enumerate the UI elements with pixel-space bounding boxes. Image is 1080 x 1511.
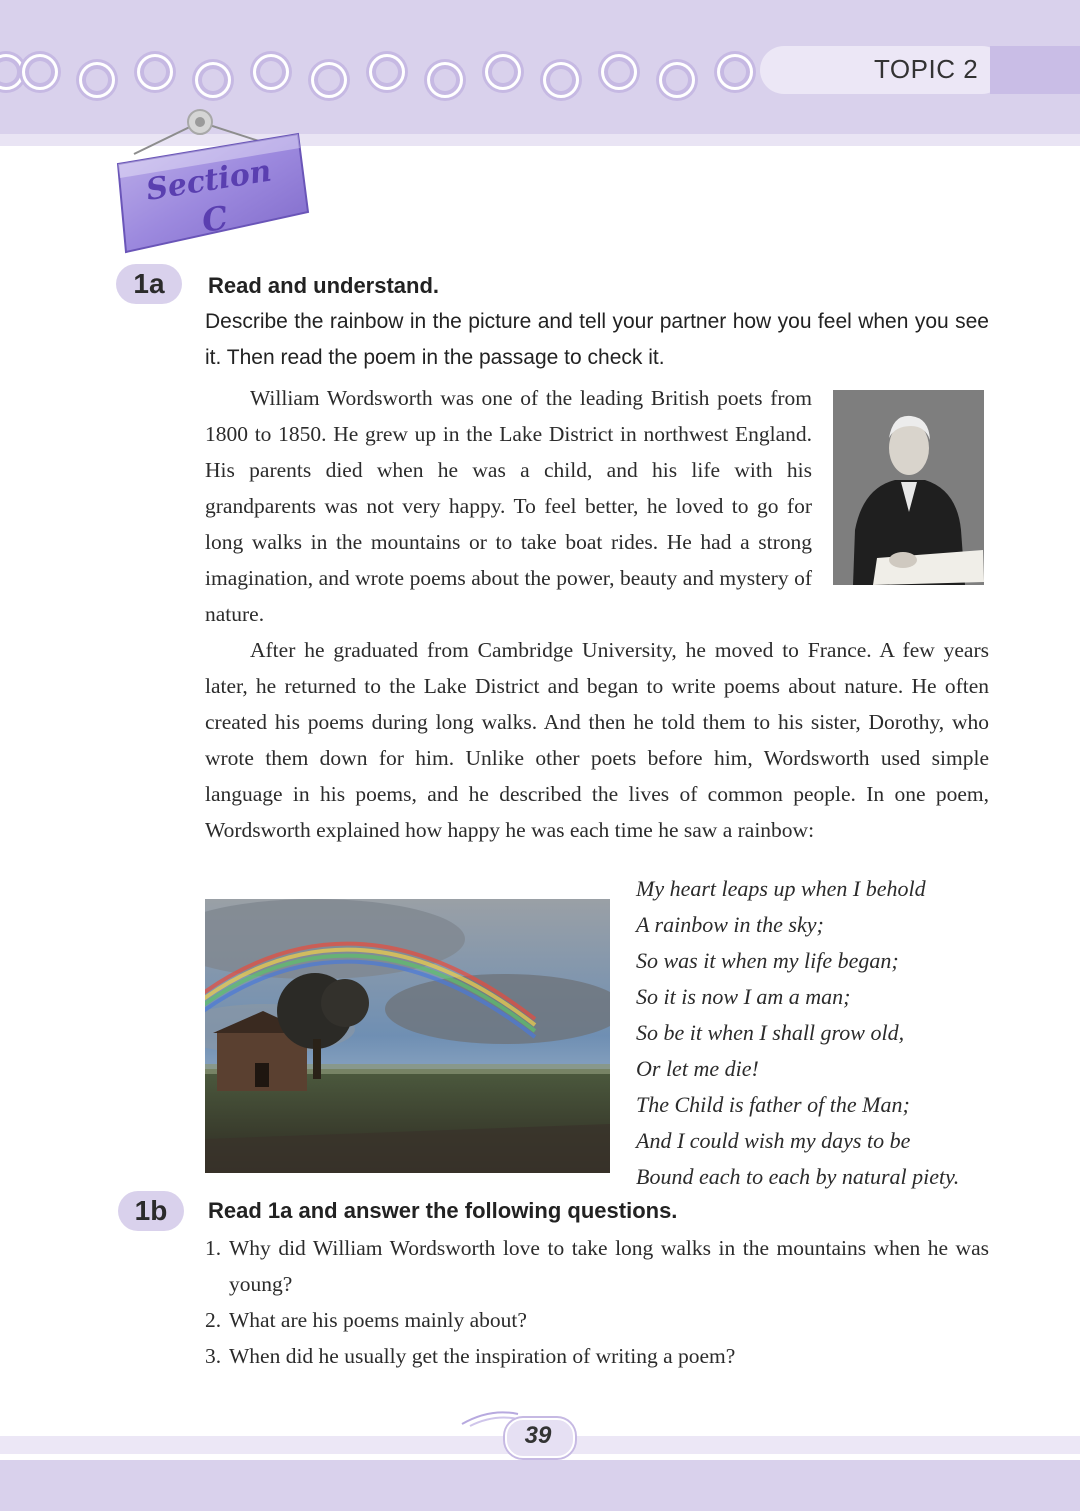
poem-line: So be it when I shall grow old, xyxy=(636,1020,905,1045)
poem-line: Or let me die! xyxy=(636,1056,759,1081)
pin-center xyxy=(195,117,205,127)
question-item xyxy=(205,1230,989,1302)
tree-canopy xyxy=(321,979,369,1027)
topic-tab-edge xyxy=(990,46,1080,94)
question-number: 3. xyxy=(205,1344,222,1368)
question-item xyxy=(205,1338,989,1374)
passage-paragraph-2-text: After he graduated from Cambridge University, he moved to France. A few years later, he returned to the Lake District and began to write poems about nature. He often created his poems during long walks. And then he told them to his sister, Dorothy, who wrote them down for him. Unlike other poets before him, Wordsworth used simple language in his poems, and he described the lives of common people. In one poem, Wordsworth explained how happy he was each time he saw a rainbow: xyxy=(205,638,989,842)
poem-line: The Child is father of the Man; xyxy=(636,1092,910,1117)
ring-icon xyxy=(601,54,637,90)
poem-line: Bound each to each by natural piety. xyxy=(636,1164,960,1189)
section-word: Section xyxy=(143,153,274,208)
ring-icon xyxy=(79,62,115,98)
ring-icon xyxy=(137,54,173,90)
ring-icon xyxy=(22,54,58,90)
rainbow-picture xyxy=(205,899,610,1173)
question-item xyxy=(205,1302,989,1338)
passage-paragraph-1-text: William Wordsworth was one of the leading British poets from 1800 to 1850. He grew up in the Lake District in northwest England. His parents died when he was a child, and his life with his grandparents was not very happy. To feel better, he loved to go for long walks in the mountains or to take boat rides. He had a strong imagination, and wrote poems about the power, beauty and mystery of nature. xyxy=(205,386,812,626)
portrait-hand xyxy=(889,552,917,568)
poem xyxy=(636,871,959,1195)
activity-heading-1b: Read 1a and answer the following questions. xyxy=(208,1198,678,1223)
wordsworth-portrait xyxy=(833,390,984,585)
activity-heading-1a: Read and understand. xyxy=(208,273,440,298)
ring-icon xyxy=(253,54,289,90)
poem-line: So was it when my life began; xyxy=(636,948,899,973)
activity-badge-1a: 1a xyxy=(116,264,182,304)
section-sign xyxy=(112,102,322,258)
question-number: 1. xyxy=(205,1236,222,1260)
ring-icon xyxy=(659,62,695,98)
question-text: Why did William Wordsworth love to take long walks in the mountains when he was young? xyxy=(229,1236,989,1296)
ring-icon xyxy=(717,54,753,90)
footer-band-lower xyxy=(0,1460,1080,1511)
passage-paragraph-1 xyxy=(205,380,812,632)
ring-icon xyxy=(543,62,579,98)
ring-icon xyxy=(369,54,405,90)
ring-icon xyxy=(427,62,463,98)
topic-label: TOPIC 2 xyxy=(874,54,979,84)
poem-line: So it is now I am a man; xyxy=(636,984,851,1009)
tree-trunk xyxy=(313,1039,321,1079)
poem-line: And I could wish my days to be xyxy=(636,1128,911,1153)
activity-instruction-1a: Describe the rainbow in the picture and tell your partner how you feel when you see it. Then read the poem in the passage to check it. xyxy=(205,310,989,369)
passage-paragraph-2 xyxy=(205,632,989,848)
farmhouse-door xyxy=(255,1063,269,1087)
question-number: 2. xyxy=(205,1308,222,1332)
ring-icon xyxy=(311,62,347,98)
poem-line: A rainbow in the sky; xyxy=(636,912,824,937)
poem-line: My heart leaps up when I behold xyxy=(636,876,926,901)
ring-icon xyxy=(195,62,231,98)
question-text: When did he usually get the inspiration of writing a poem? xyxy=(229,1344,736,1368)
section-letter: C xyxy=(199,198,231,240)
page-number: 39 xyxy=(524,1422,552,1449)
activity-badge-1b: 1b xyxy=(118,1191,184,1231)
ring-icon xyxy=(485,54,521,90)
question-text: What are his poems mainly about? xyxy=(229,1308,527,1332)
